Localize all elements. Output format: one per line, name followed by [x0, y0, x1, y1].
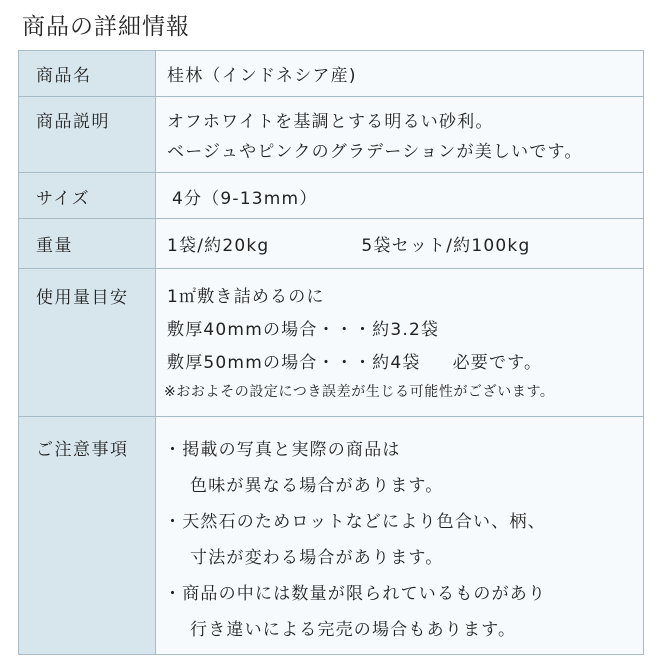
weight-value-set: 5袋セット/約100kg: [361, 236, 531, 256]
row-label-notes: ご注意事項: [36, 440, 129, 460]
size-value: 4分（9-13mm）: [172, 189, 318, 209]
table-row: [19, 417, 644, 655]
row-label-weight: 重量: [36, 236, 73, 256]
product-details-table: [18, 50, 644, 655]
table-row: [19, 269, 644, 417]
value-cell: [156, 269, 644, 417]
value-cell: [156, 417, 644, 655]
value-cell: [156, 97, 644, 173]
label-cell: [19, 269, 156, 417]
guide-line-2: 敷厚40mmの場合・・・約3.2袋: [167, 320, 440, 340]
guide-note: ※おおよその設定につき誤差が生じる可能性がございます。: [164, 384, 555, 400]
table-row: [19, 51, 644, 97]
value-cell: [156, 51, 644, 97]
row-label-description: 商品説明: [36, 112, 110, 132]
table-row: [19, 173, 644, 219]
value-cell: [156, 173, 644, 219]
notes-line-2: 色味が異なる場合があります。: [190, 476, 444, 496]
product-name-value: 桂林（インドネシア産): [167, 66, 357, 86]
label-cell: [19, 417, 156, 655]
table-row: [19, 97, 644, 173]
notes-line-4: 寸法が変わる場合があります。: [190, 548, 444, 568]
description-line-1: オフホワイトを基調とする明るい砂利。: [167, 112, 494, 132]
row-label-size: サイズ: [36, 189, 91, 209]
page-title: 商品の詳細情報: [22, 14, 190, 40]
notes-line-5: ・商品の中には数量が限られているものがあり: [164, 584, 547, 604]
notes-line-6: 行き違いによる完売の場合もあります。: [190, 620, 517, 640]
row-label-name: 商品名: [36, 66, 92, 86]
label-cell: [19, 219, 156, 269]
notes-line-3: ・天然石のためロットなどにより色合い、柄、: [164, 512, 546, 532]
row-label-guide: 使用量目安: [36, 288, 129, 308]
guide-line-3: 敷厚50mmの場合・・・約4袋: [167, 353, 421, 373]
weight-value-single: 1袋/約20kg: [167, 236, 270, 256]
notes-line-1: ・掲載の写真と実際の商品は: [164, 440, 401, 460]
guide-line-3-suffix: 必要です。: [452, 353, 543, 373]
guide-line-1: 1㎡敷き詰めるのに: [167, 287, 325, 307]
value-cell: [156, 219, 644, 269]
label-cell: [19, 173, 156, 219]
table-row: [19, 219, 644, 269]
label-cell: [19, 97, 156, 173]
description-line-2: ベージュやピンクのグラデーションが美しいです。: [167, 142, 583, 162]
label-cell: [19, 51, 156, 97]
